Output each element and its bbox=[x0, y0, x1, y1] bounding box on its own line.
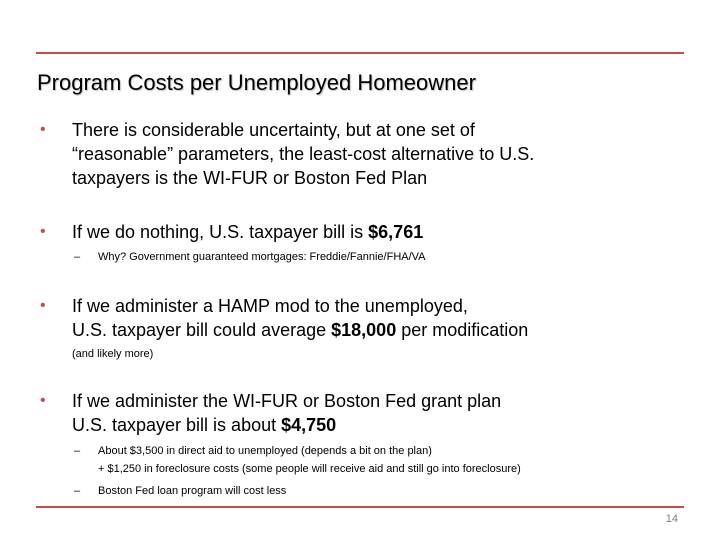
bullet-4-line-1: If we administer the WI-FUR or Boston Fed grant plan bbox=[72, 391, 502, 411]
bullet-2-marker: • bbox=[40, 223, 46, 240]
bullet-3-line-2-post: per modification bbox=[396, 320, 529, 340]
sub-dash: – bbox=[74, 485, 81, 497]
bullet-1-line-3: taxpayers is the WI-FUR or Boston Fed Plan bbox=[72, 168, 428, 188]
bullet-3 bbox=[40, 294, 680, 342]
bullet-1-line-1: There is considerable uncertainty, but at one set of bbox=[72, 120, 475, 140]
bullet-3-marker: • bbox=[40, 297, 46, 314]
bullet-1-line-2: “reasonable” parameters, the least-cost alternative to U.S. bbox=[72, 144, 535, 164]
bullet-4-sub-1 bbox=[74, 443, 694, 459]
bullet-4-sub-1-cont bbox=[74, 461, 694, 477]
slide-title: Program Costs per Unemployed Homeowner bbox=[37, 70, 476, 95]
bullet-4-sub-3-text: Boston Fed loan program will cost less bbox=[98, 485, 287, 497]
bullet-2-amount: $6,761 bbox=[368, 222, 424, 242]
bullet-3-line-2 bbox=[72, 318, 680, 342]
bullet-4-marker: • bbox=[40, 392, 46, 409]
bullet-4-sub-2 bbox=[74, 483, 694, 499]
bullet-1 bbox=[40, 118, 680, 190]
bullet-3-amount: $18,000 bbox=[331, 320, 397, 340]
bullet-3-line-1: If we administer a HAMP mod to the unemployed, bbox=[72, 296, 468, 316]
bullet-4-line-2-pre: U.S. taxpayer bill is about bbox=[72, 415, 282, 435]
bullet-4-line-2 bbox=[72, 413, 680, 437]
bottom-rule bbox=[36, 506, 684, 508]
bullet-2-sub-1-text: Why? Government guaranteed mortgages: Freddie/Fannie/FHA/VA bbox=[98, 251, 426, 263]
sub-dash: – bbox=[74, 445, 81, 457]
sub-dash: – bbox=[74, 251, 81, 263]
bullet-4-sub-2-text: + $1,250 in foreclosure costs (some people will receive aid and still go into foreclosure) bbox=[98, 463, 521, 475]
page-number: 14 bbox=[665, 513, 678, 525]
bullet-2-sub-1 bbox=[74, 249, 694, 265]
bullet-3-line-2-pre: U.S. taxpayer bill could average bbox=[72, 320, 332, 340]
bullet-3-note: (and likely more) bbox=[72, 348, 154, 360]
bullet-1-marker: • bbox=[40, 121, 46, 138]
bullet-4-amount: $4,750 bbox=[281, 415, 337, 435]
bullet-2-text: If we do nothing, U.S. taxpayer bill is bbox=[72, 222, 369, 242]
bullet-4-sub-1-text: About $3,500 in direct aid to unemployed (depends a bit on the plan) bbox=[98, 445, 432, 457]
top-rule bbox=[36, 52, 684, 54]
bullet-2 bbox=[40, 220, 680, 244]
bullet-4 bbox=[40, 389, 680, 437]
